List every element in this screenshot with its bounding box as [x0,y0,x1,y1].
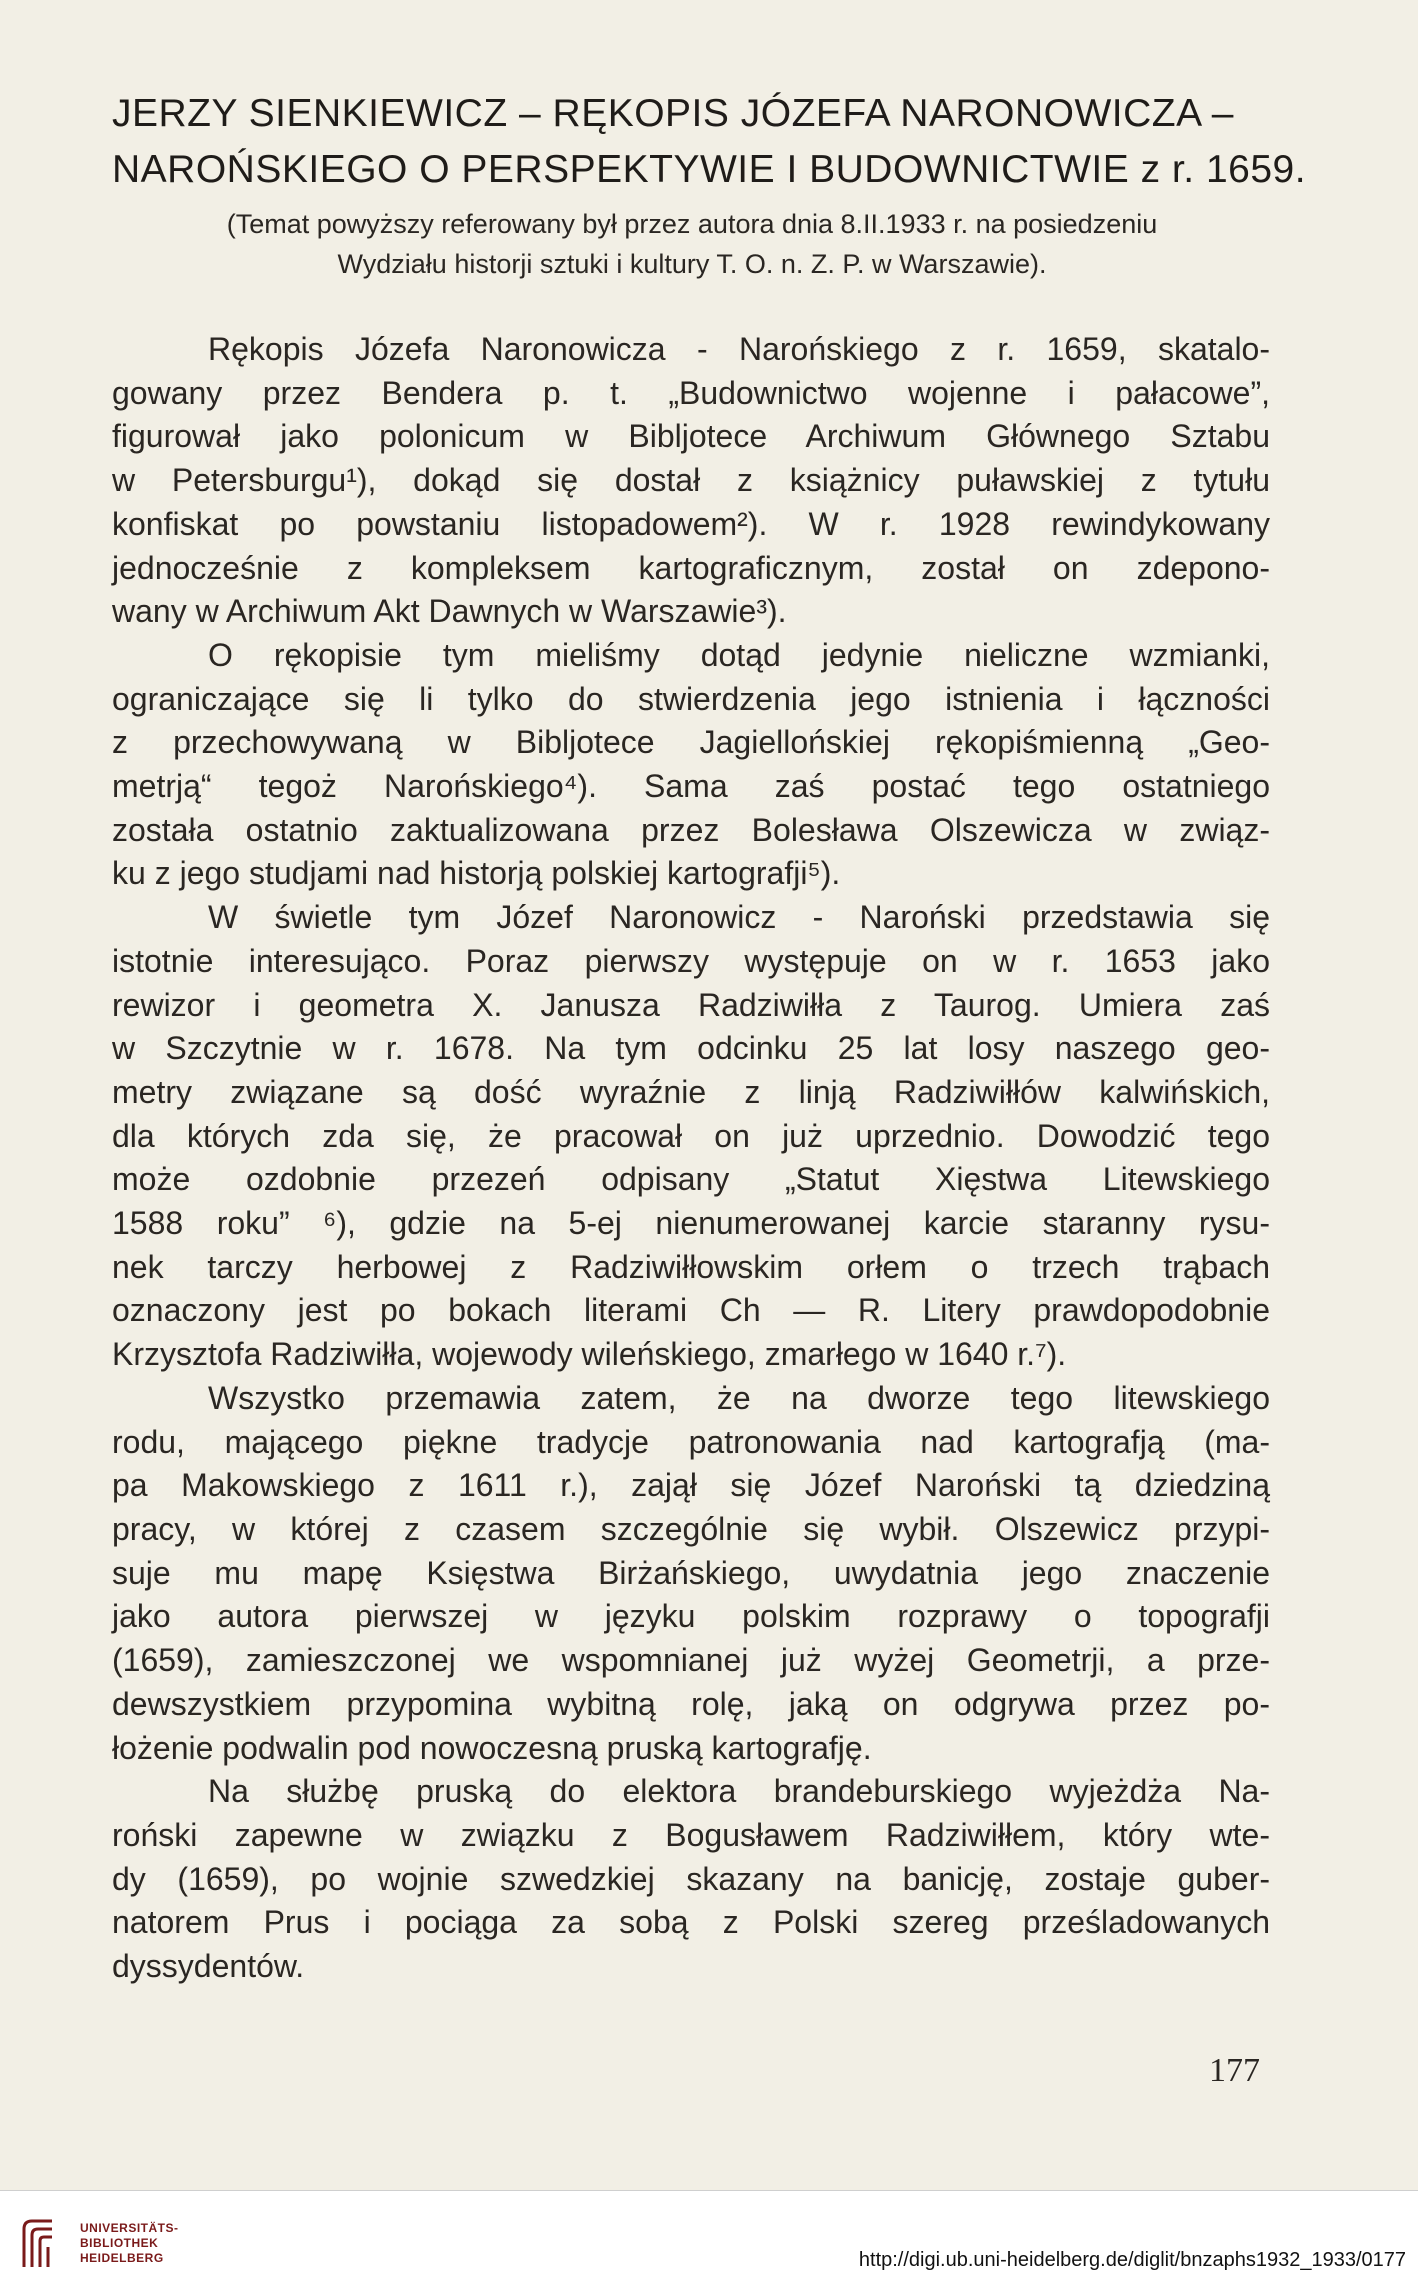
paragraph [112,328,1270,634]
text-line: dy (1659), po wojnie szwedzkiej skazany na banicję, zostaje guber- [112,1860,1270,1897]
page-number: 177 [1209,2052,1260,2089]
source-url-link[interactable]: http://digi.ub.uni-heidelberg.de/diglit/bnzaphs1932_1933/0177 [858,2249,1406,2271]
text-line: może ozdobnie przezeń odpisany „Statut Xięstwa Litewskiego [112,1161,1270,1198]
text-line: rodu, mającego piękne tradycje patronowania nad kartografją (ma- [112,1423,1270,1460]
text-line: dla których zda się, że pracował on już uprzednio. Dowodzić tego [112,1117,1270,1154]
text-line: roński zapewne w związku z Bogusławem Radziwiłłem, który wte- [112,1816,1270,1853]
paragraph [112,1770,1270,1989]
text-line: rewizor i geometra X. Janusza Radziwiłła z Taurog. Umiera zaś [112,986,1270,1023]
library-footer [0,2190,1418,2295]
text-line: gowany przez Bendera p. t. „Budownictwo wojenne i pałacowe”, [112,374,1270,411]
text-line: w Petersburgu¹), dokąd się dostał z książnicy puławskiej z tytułu [112,462,1270,499]
text-line: oznaczony jest po bokach literami Ch — R. Litery prawdopodobnie [112,1292,1270,1329]
text-line: z przechowywaną w Bibljotece Jagiellońskiej rękopiśmienną „Geo- [112,724,1270,761]
text-line: metrją“ tegoż Narońskiego⁴). Sama zaś postać tego ostatniego [112,768,1270,805]
text-line: metry związane są dość wyraźnie z linją Radziwiłłów kalwińskich, [112,1073,1270,1110]
text-line: (1659), zamieszczonej we wspomnianej już wyżej Geometrji, a prze- [112,1642,1270,1679]
text-line: nek tarczy herbowej z Radziwiłłowskim orłem o trzech trąbach [112,1248,1270,1285]
text-line: jako autora pierwszej w języku polskim rozprawy o topografji [112,1598,1270,1635]
heidelberg-library-logo-icon [18,2215,60,2273]
paragraph [112,634,1270,896]
text-line: istotnie interesująco. Poraz pierwszy występuje on w r. 1653 jako [112,942,1270,979]
text-line: wany w Archiwum Akt Dawnych w Warszawie³). [112,593,787,630]
title-line-2: NAROŃSKIEGO O PERSPEKTYWIE I BUDOWNICTWIE z r. 1659. [112,148,1307,191]
text-line: jednocześnie z kompleksem kartograficznym, został on zdepono- [112,549,1270,586]
text-line: suje mu mapę Księstwa Birżańskiego, uwydatnia jego znaczenie [112,1554,1270,1591]
text-line: Krzysztofa Radziwiłła, wojewody wileńskiego, zmarłego w 1640 r.⁷). [112,1336,1067,1373]
text-line: 1588 roku” ⁶), gdzie na 5-ej nienumerowanej karcie staranny rysu- [112,1205,1270,1242]
text-line: pracy, w której z czasem szczególnie się wybił. Olszewicz przypi- [112,1510,1270,1547]
article-title [112,86,1307,198]
lecture-note [112,204,1272,284]
text-line: Na służbę pruską do elektora brandeburskiego wyjeżdża Na- [208,1773,1270,1810]
note-line-1: (Temat powyższy referowany był przez autora dnia 8.II.1933 r. na posiedzeniu [226,209,1158,239]
paragraph [112,1377,1270,1770]
text-line: ku z jego studjami nad historją polskiej kartografji⁵). [112,855,841,892]
text-line: ograniczające się li tylko do stwierdzenia jego istnienia i łączności [112,680,1270,717]
text-line: Rękopis Józefa Naronowicza - Narońskiego z r. 1659, skatalo- [208,331,1270,367]
text-line: konfiskat po powstaniu listopadowem²). W r. 1928 rewindykowany [112,505,1270,542]
text-line: figurował jako polonicum w Bibljotece Archiwum Głównego Sztabu [112,418,1270,455]
text-line: dyssydentów. [112,1948,305,1985]
paragraph [112,896,1270,1377]
logo-line-3: HEIDELBERG [80,2251,164,2265]
article-body [112,328,1270,1989]
note-line-2: Wydziału historji sztuki i kultury T. O. n. Z. P. w Warszawie). [337,249,1047,279]
text-line: została ostatnio zaktualizowana przez Bolesława Olszewicza w związ- [112,811,1270,848]
text-line: O rękopisie tym mieliśmy dotąd jedynie nieliczne wzmianki, [208,636,1270,673]
title-line-1: JERZY SIENKIEWICZ – RĘKOPIS JÓZEFA NARONOWICZA – [112,92,1234,135]
text-line: dewszystkiem przypomina wybitną rolę, jaką on odgrywa przez po- [112,1685,1270,1722]
library-logo-text [80,2221,179,2266]
logo-line-1: UNIVERSITÄTS- [80,2221,179,2235]
text-line: natorem Prus i pociąga za sobą z Polski szereg prześladowanych [112,1904,1270,1941]
text-line: Wszystko przemawia zatem, że na dworze tego litewskiego [208,1379,1270,1416]
text-line: pa Makowskiego z 1611 r.), zajął się Józef Naroński tą dziedziną [112,1467,1270,1504]
logo-line-2: BIBLIOTHEK [80,2236,159,2250]
text-line: łożenie podwalin pod nowoczesną pruską kartografję. [112,1729,872,1766]
text-line: W świetle tym Józef Naronowicz - Naroński przedstawia się [208,899,1270,936]
text-line: w Szczytnie w r. 1678. Na tym odcinku 25 lat losy naszego geo- [112,1030,1270,1067]
